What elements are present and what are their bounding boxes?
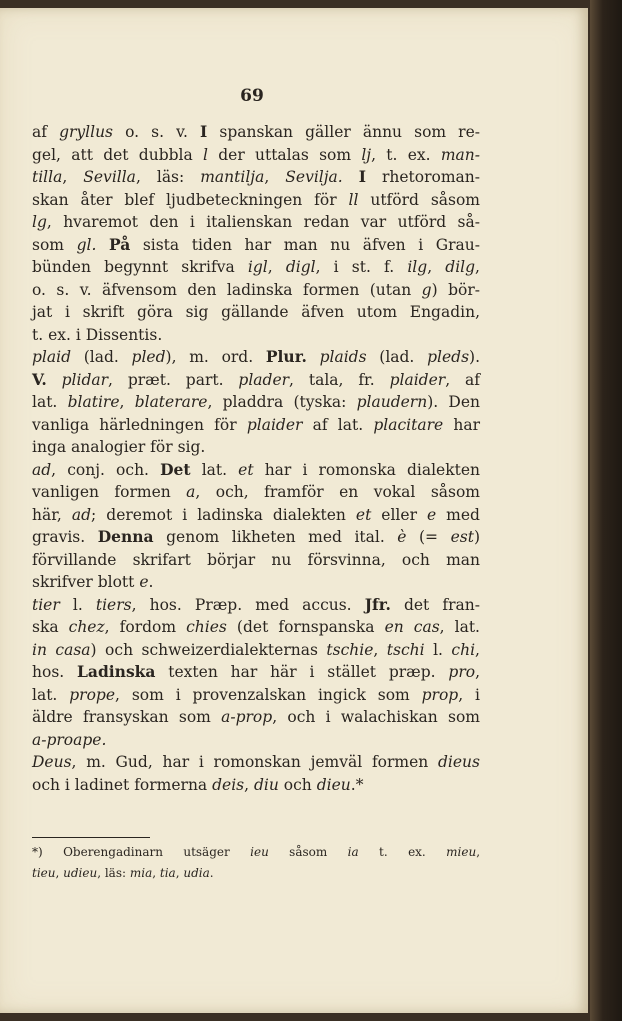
text-run: sista tiden har man nu äfven i Grau-: [130, 235, 480, 254]
text-run: genom likheten med ital.: [153, 528, 398, 546]
text-run: l.: [424, 640, 452, 659]
bold-word: V.: [32, 369, 47, 389]
text-run: texten har här i stället præp.: [155, 663, 449, 681]
text-run: , läs:: [97, 866, 130, 880]
text-run: [96, 236, 109, 254]
text-line: [32, 279, 480, 302]
text-line: [32, 436, 480, 459]
text-run: ,: [55, 866, 64, 880]
text-line: [32, 684, 480, 707]
text-line: [32, 459, 480, 482]
italic-term: Sevilja.: [285, 168, 343, 186]
bold-word: Det: [160, 459, 191, 479]
footnote-line: [32, 842, 480, 863]
italic-term: tschi: [386, 640, 425, 659]
text-line: [32, 234, 480, 257]
italic-term: dieu: [316, 775, 351, 794]
italic-term: plaider: [246, 415, 303, 434]
text-run: , i: [458, 685, 480, 704]
italic-term: deis: [212, 775, 245, 794]
text-run: , pladdra (tyska:: [207, 393, 357, 411]
text-run: såsom: [268, 845, 348, 859]
text-line: [32, 211, 480, 234]
text-run: ), m. ord.: [165, 348, 266, 366]
italic-term: dieus: [438, 753, 480, 771]
text-run: gel, att det dubbla: [32, 145, 203, 164]
italic-term: è: [397, 528, 407, 546]
italic-term: digl: [285, 258, 316, 276]
text-run: (det fornspanska: [226, 618, 385, 636]
text-run: vanligen formen: [32, 483, 187, 501]
text-run: ): [473, 528, 480, 546]
italic-term: pro: [448, 663, 476, 681]
italic-term: e: [139, 573, 149, 591]
bold-word: I: [358, 167, 366, 186]
text-run: ,: [175, 866, 184, 880]
text-run: lat.: [32, 393, 68, 411]
italic-term: ad: [71, 505, 92, 524]
text-run: , fordom: [104, 618, 187, 636]
text-run: ).: [469, 348, 481, 366]
text-run: o. s. v.: [113, 123, 201, 141]
italic-term: tilla: [32, 168, 63, 186]
italic-term: blatire: [67, 393, 120, 411]
italic-term: in casa: [32, 640, 91, 659]
text-run: [343, 168, 359, 186]
text-run: o. s. v. äfvensom den ladinska formen (utan: [32, 280, 422, 299]
italic-term: est: [450, 528, 474, 546]
text-line: [32, 481, 480, 504]
italic-term: lg: [32, 213, 47, 231]
text-run: ,: [264, 168, 286, 186]
text-run: .*: [350, 775, 364, 794]
text-run: ,: [475, 663, 481, 681]
text-run: , som i provenzalskan ingick som: [115, 685, 422, 704]
text-run: gravis.: [32, 528, 98, 546]
italic-term: mantilja: [200, 168, 265, 186]
text-run: .: [148, 573, 154, 591]
text-run: , conj. och.: [51, 460, 161, 479]
text-line: [32, 549, 480, 572]
italic-term: plaids: [319, 348, 367, 366]
text-run: ,: [427, 258, 446, 276]
italic-term: plidar: [61, 370, 109, 389]
text-run: t. ex. i Dissentis.: [32, 325, 163, 344]
text-run: spanskan gäller ännu som re-: [207, 123, 480, 141]
text-run: rhetoroman-: [365, 168, 481, 186]
text-run: af lat.: [302, 415, 374, 434]
text-run: inga analogier för sig.: [32, 438, 206, 456]
italic-term: tia: [159, 866, 176, 880]
text-run: [47, 371, 62, 389]
text-run: och i ladinet formerna: [32, 775, 213, 794]
text-line: [32, 189, 480, 212]
italic-term: a-proape.: [32, 730, 107, 749]
text-run: af: [32, 123, 60, 141]
text-line: [32, 639, 480, 662]
italic-term: tieu: [32, 866, 56, 880]
italic-term: tier: [32, 595, 60, 614]
book-spine-shadow: [590, 0, 622, 1021]
text-line: [32, 144, 480, 167]
italic-term: plader: [238, 370, 290, 389]
text-run: vanliga härledningen för: [32, 415, 247, 434]
italic-term: Sevilla: [83, 168, 136, 186]
italic-term: chies: [186, 618, 227, 636]
body-text: [32, 121, 480, 796]
italic-term: plaid: [32, 348, 71, 366]
italic-term: en cas: [384, 618, 440, 636]
text-run: det fran-: [390, 595, 480, 614]
text-run: , i st. f.: [315, 258, 408, 276]
text-run: ,: [152, 866, 160, 880]
text-line: [32, 121, 480, 144]
italic-term: gl.: [76, 235, 97, 254]
footnote-rule: [32, 837, 150, 838]
text-run: ,: [119, 393, 135, 411]
bold-word: Denna: [97, 527, 154, 546]
text-run: l.: [59, 595, 96, 614]
italic-term: prope: [69, 685, 116, 704]
text-line: [32, 346, 480, 369]
italic-term: e: [426, 505, 437, 524]
italic-term: ll: [348, 190, 359, 209]
italic-term: prop: [421, 685, 459, 704]
text-run: (lad.: [71, 348, 132, 366]
italic-term: ad: [32, 460, 52, 479]
italic-term: placitare: [373, 415, 444, 434]
italic-term: pled: [131, 348, 166, 366]
text-run: lat.: [32, 685, 70, 704]
text-run: ) bör-: [431, 280, 480, 299]
bold-word: På: [108, 234, 131, 254]
text-line: [32, 504, 480, 527]
footnote: [32, 842, 480, 884]
text-line: [32, 301, 480, 324]
text-run: har i romonska dialekten: [253, 460, 481, 479]
text-run: , m. Gud, har i romonskan jemväl formen: [71, 753, 438, 771]
text-run: ). Den: [427, 393, 481, 411]
text-run: ,: [244, 775, 254, 794]
text-run: *) Oberengadinarn utsäger: [32, 845, 251, 859]
italic-term: blaterare: [134, 393, 208, 411]
text-run: , af: [445, 370, 480, 389]
text-run: ,: [267, 258, 286, 276]
bold-word: I: [200, 122, 208, 141]
bold-word: Ladinska: [77, 662, 156, 681]
italic-term: et: [355, 505, 372, 524]
text-line: [32, 774, 480, 797]
text-run: ) och schweizerdialekternas: [90, 640, 327, 659]
text-run: , præt. part.: [108, 370, 239, 389]
text-line: [32, 324, 480, 347]
text-run: , läs:: [135, 168, 201, 186]
italic-term: g: [421, 280, 432, 299]
text-run: skrifver blott: [32, 573, 140, 591]
italic-term: Deus: [32, 753, 72, 771]
text-run: , tala, fr.: [289, 370, 390, 389]
text-line: [32, 729, 480, 752]
text-run: ,: [475, 258, 480, 276]
italic-term: udia: [183, 866, 210, 880]
text-run: här,: [32, 505, 72, 524]
italic-term: chi: [451, 640, 476, 659]
text-line: [32, 414, 480, 437]
bold-word: Jfr.: [364, 594, 391, 614]
text-line: [32, 391, 480, 414]
text-run: (lad.: [366, 348, 428, 366]
italic-term: diu: [253, 775, 279, 794]
text-run: ska: [32, 618, 69, 636]
text-run: ,: [373, 640, 387, 659]
text-run: , t. ex.: [371, 145, 441, 164]
text-run: ; deremot i ladinska dialekten: [91, 505, 356, 524]
text-run: [307, 348, 320, 366]
text-run: förvillande skrifart börjar nu försvinna, och man: [32, 550, 480, 569]
italic-term: tiers: [95, 595, 132, 614]
italic-term: ilg: [407, 258, 428, 276]
text-run: t. ex.: [358, 845, 447, 859]
text-run: äldre fransyskan som: [32, 708, 222, 726]
text-run: ,: [62, 168, 84, 186]
text-line: [32, 571, 480, 594]
italic-term: ieu: [250, 845, 269, 859]
text-line: [32, 256, 480, 279]
text-run: , hos. Præp. med accus.: [131, 595, 365, 614]
footnote-line: [32, 863, 480, 884]
text-run: och: [278, 775, 317, 794]
italic-term: l: [203, 145, 208, 164]
text-run: utförd såsom: [358, 190, 480, 209]
italic-term: man-: [440, 145, 480, 164]
text-run: lat.: [190, 460, 239, 479]
text-run: som: [32, 235, 77, 254]
bold-word: Plur.: [265, 347, 307, 366]
text-run: har: [443, 415, 481, 434]
italic-term: ia: [347, 845, 359, 859]
text-line: [32, 616, 480, 639]
text-line: [32, 594, 480, 617]
italic-term: igl: [247, 258, 268, 276]
text-line: [32, 751, 480, 774]
text-run: , hvaremot den i italienskan redan var utförd så-: [46, 213, 480, 231]
italic-term: gryllus: [59, 123, 114, 141]
italic-term: dilg: [445, 258, 476, 276]
italic-term: pleds: [427, 348, 470, 366]
italic-term: plaider: [389, 370, 446, 389]
italic-term: mieu: [446, 845, 477, 859]
text-run: med: [436, 505, 480, 524]
text-run: skan åter blef ljudbeteckningen för: [32, 190, 349, 209]
text-run: ,: [475, 640, 480, 659]
text-line: [32, 526, 480, 549]
italic-term: chez: [68, 618, 105, 636]
text-line: [32, 166, 480, 189]
italic-term: udieu: [63, 866, 98, 880]
text-line: [32, 706, 480, 729]
book-page: [0, 8, 588, 1013]
text-line: [32, 661, 480, 684]
italic-term: mia: [129, 866, 153, 880]
text-run: hos.: [32, 663, 78, 681]
italic-term: lj: [361, 145, 372, 164]
text-run: .: [209, 866, 214, 880]
text-line: [32, 369, 480, 392]
italic-term: tschie: [326, 640, 374, 659]
text-run: jat i skrift göra sig gällande äfven utom Engadin,: [32, 303, 480, 321]
text-run: , och i walachiskan som: [272, 708, 480, 726]
text-run: , lat.: [439, 618, 480, 636]
text-run: ,: [476, 845, 481, 859]
text-run: (=: [406, 528, 451, 546]
italic-term: a: [186, 483, 196, 501]
text-run: bünden begynnt skrifva: [32, 258, 248, 276]
page-number: 69: [240, 86, 264, 106]
italic-term: plaudern: [356, 393, 428, 411]
text-run: der uttalas som: [207, 145, 362, 164]
italic-term: a-prop: [221, 708, 273, 726]
text-run: , och, framför en vokal såsom: [195, 483, 480, 501]
text-run: eller: [371, 505, 427, 524]
italic-term: et: [238, 460, 254, 479]
